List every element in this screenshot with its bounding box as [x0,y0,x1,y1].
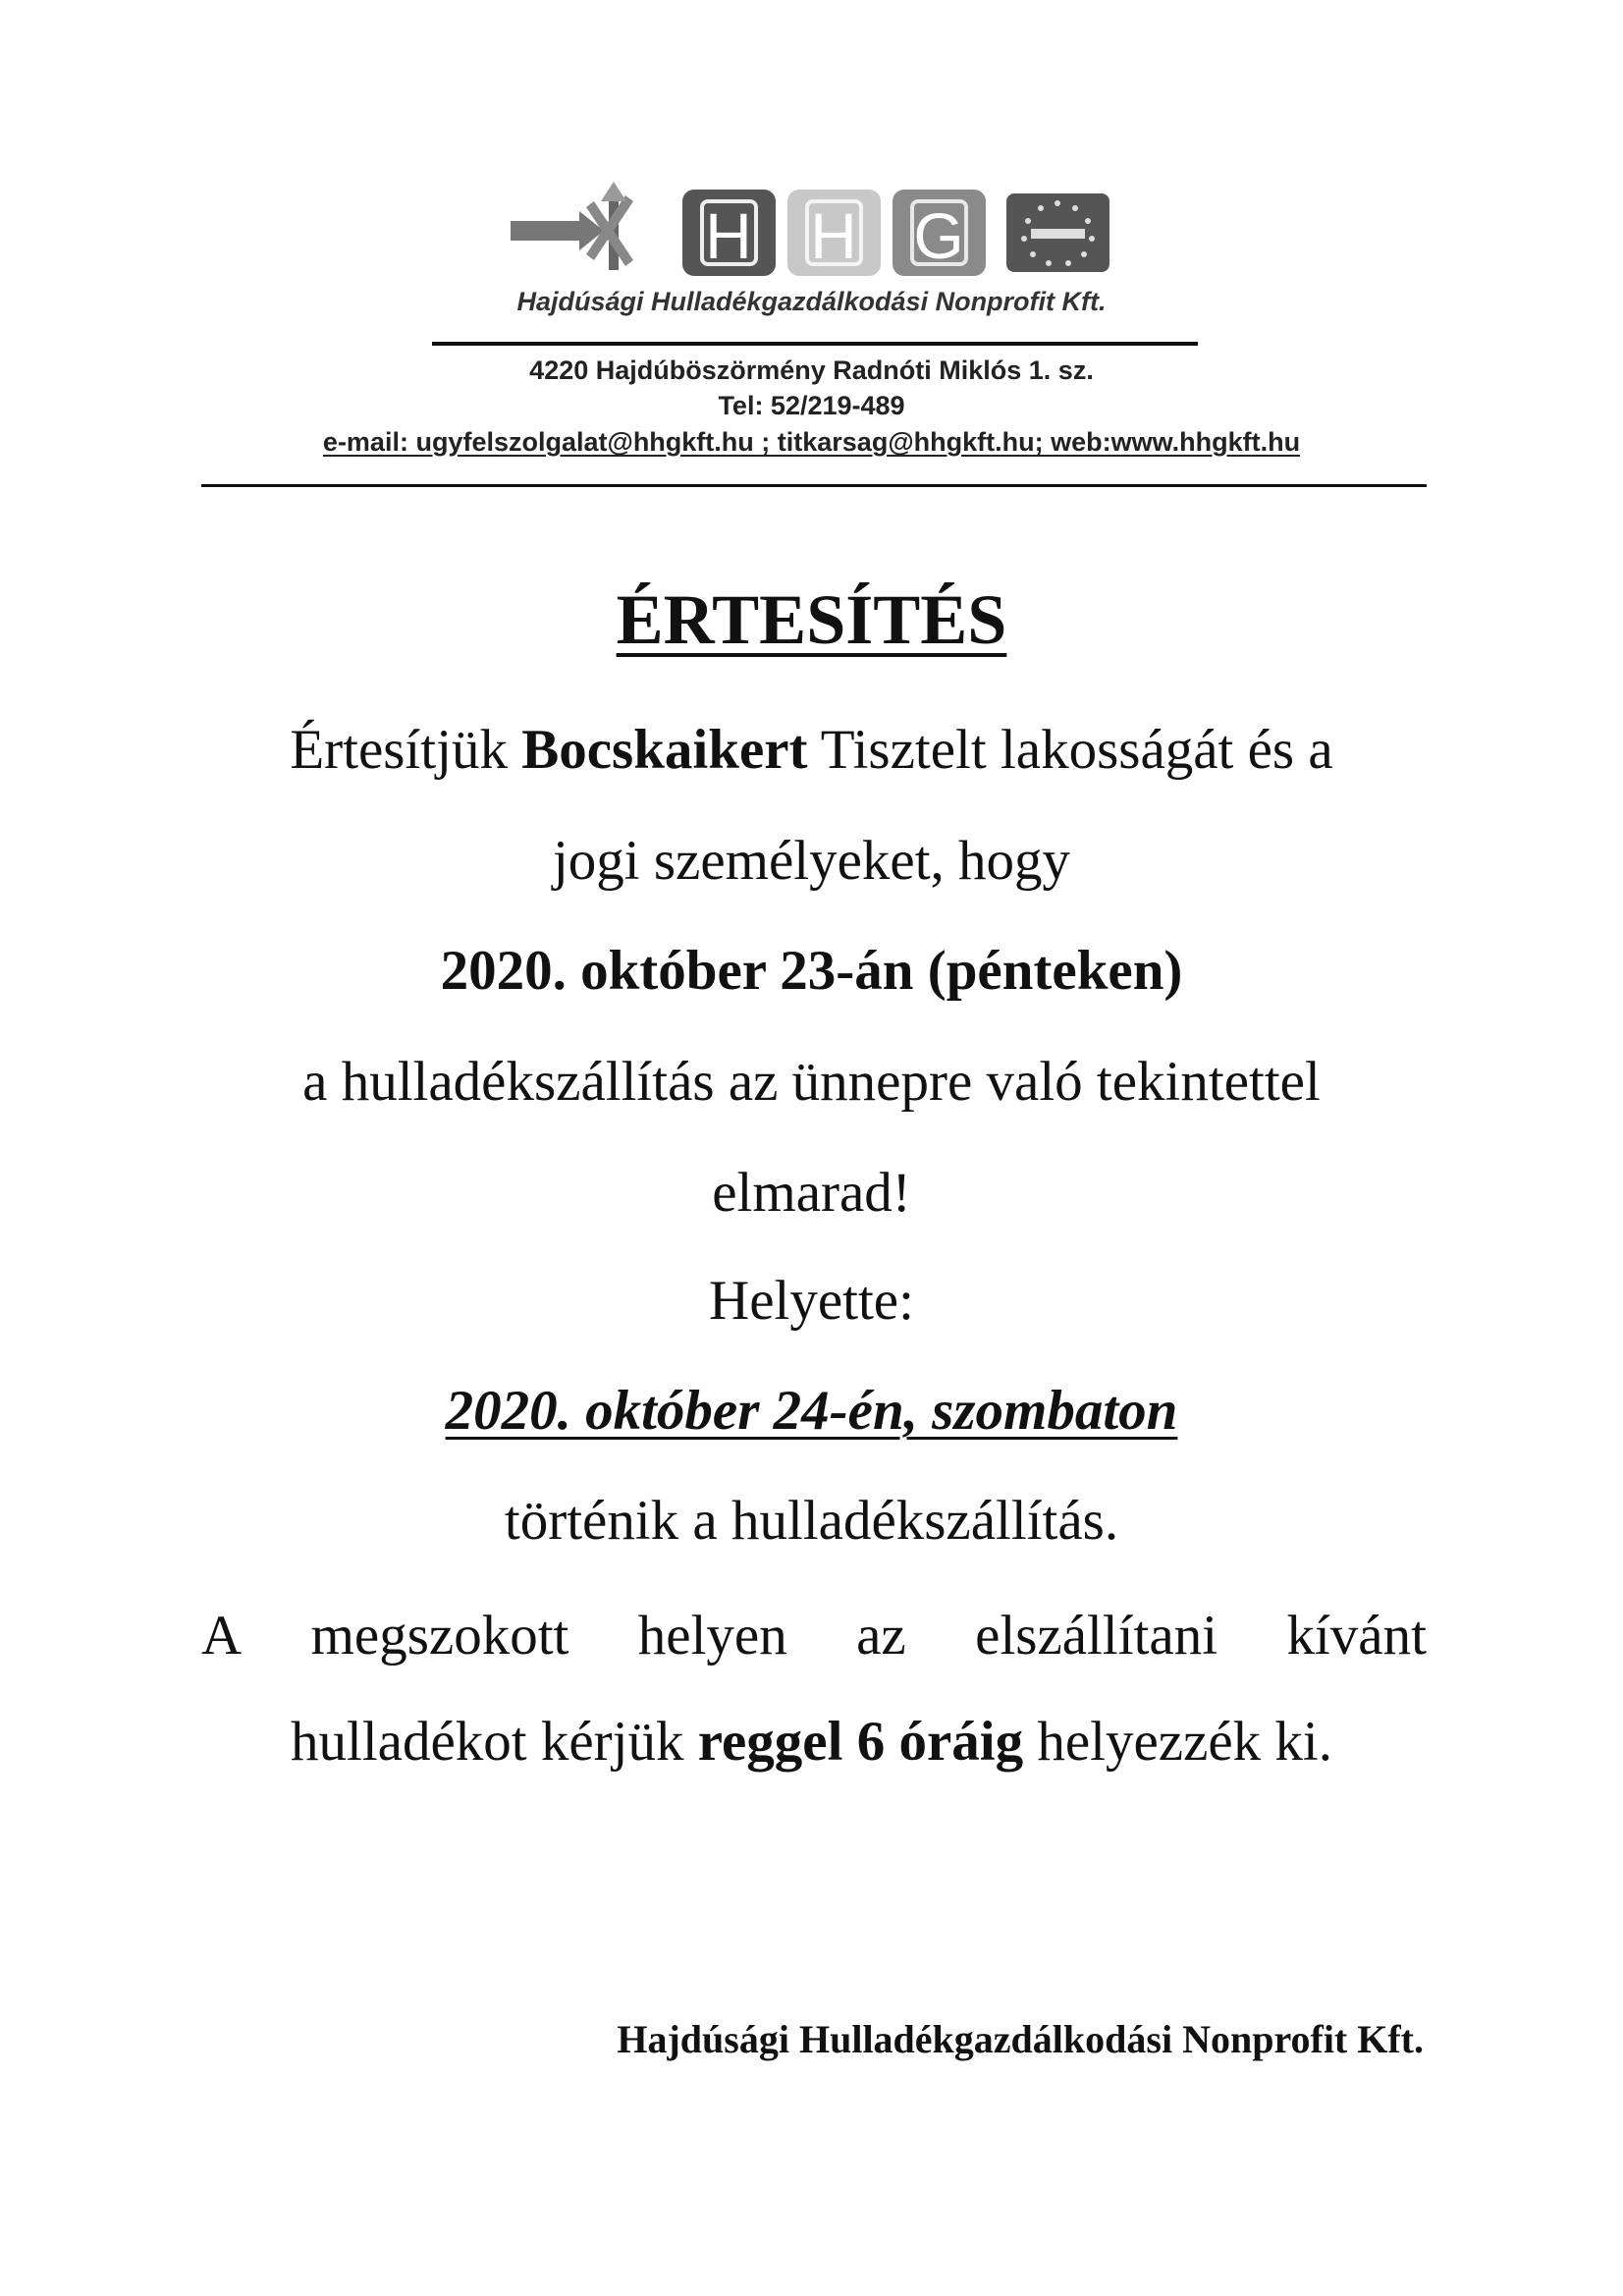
notice-line-4: a hulladékszállítás az ünnepre való tekintettel [302,1051,1321,1113]
town-name: Bocskaikert [521,719,808,781]
signature: Hajdúsági Hulladékgazdálkodási Nonprofit Kft. [617,2017,1424,2061]
company-tagline: Hajdúsági Hulladékgazdálkodási Nonprofit Kft. [516,287,1107,316]
notice-line-1-pre: Értesítjük [290,719,522,781]
deadline-time: reggel 6 óráig [697,1711,1024,1773]
notice-line-2: jogi személyeket, hogy [552,830,1071,892]
snowflake-arrow-icon [511,182,633,270]
notice-line-10 [0,1711,1623,1773]
cancelled-date: 2020. október 23-án (pénteken) [440,940,1183,1002]
eu-flag-icon [1006,193,1109,272]
notice-line-10-pre: hulladékot kérjük [291,1711,698,1773]
header-divider-bottom [201,484,1427,487]
notice-line-9-word: elszállítani [975,1605,1218,1667]
notice-line-9-word: megszokott [310,1605,569,1667]
company-contact: e-mail: ugyfelszolgalat@hhgkft.hu ; titkarsag@hhgkft.hu; web:www.hhgkft.hu [322,427,1301,457]
notice-line-1-post: Tisztelt lakosságát és a [807,719,1333,781]
logo-letter-2: H [810,199,857,272]
notice-line-1 [0,719,1623,781]
notice-line-8: történik a hulladékszállítás. [504,1490,1119,1552]
logo-letter-3: G [913,199,964,272]
hhg-logo [511,182,1124,285]
header-divider-top [432,342,1198,346]
replacement-date [0,1380,1623,1442]
notice-line-6: Helyette: [709,1270,914,1332]
notice-line-9-word: helyen [637,1605,787,1667]
notice-line-9-word: az [856,1605,906,1667]
company-address: 4220 Hajdúböszörmény Radnóti Miklós 1. sz. [529,355,1094,385]
notice-line-10-post: helyezzék ki. [1023,1711,1332,1773]
notice-title: ÉRTESÍTÉS [616,580,1007,659]
logo-letter-1: H [705,199,752,272]
replacement-date-text: 2020. október 24-én, szombaton [445,1380,1178,1442]
notice-line-9-word: A [201,1605,243,1667]
notice-line-9 [201,1604,1427,1667]
company-phone: Tel: 52/219-489 [718,391,905,420]
notice-line-9-word: kívánt [1286,1605,1427,1667]
notice-line-5: elmarad! [712,1162,911,1224]
